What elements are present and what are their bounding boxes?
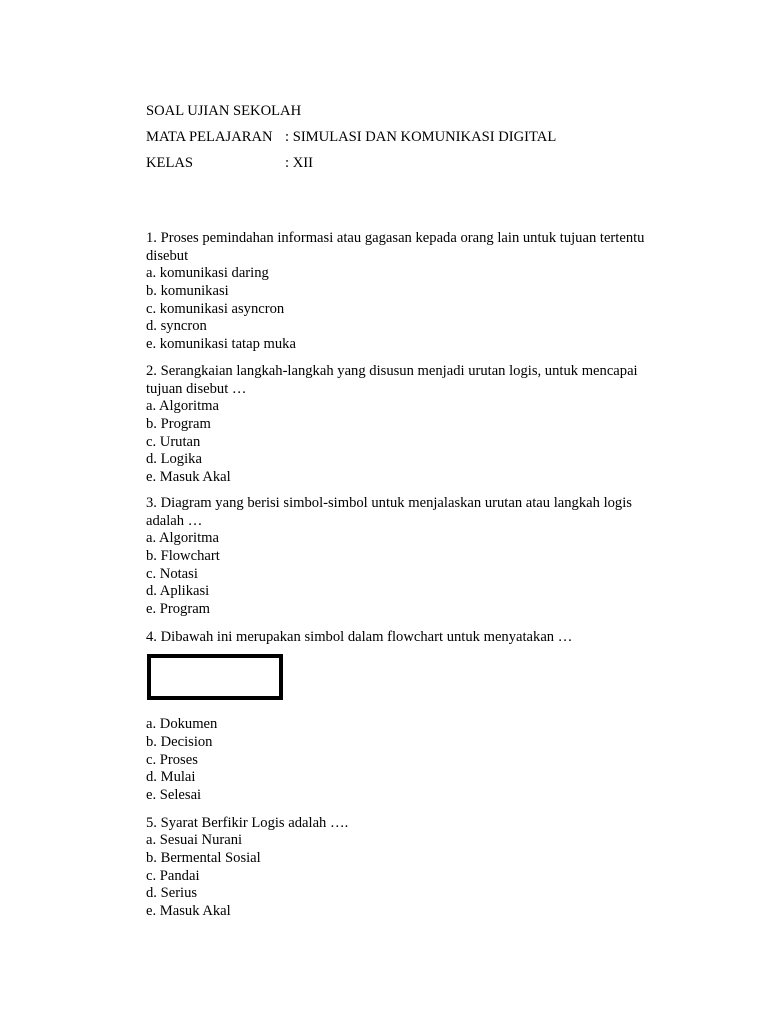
question-text: 5. Syarat Berfikir Logis adalah …. — [146, 815, 349, 831]
flowchart-process-symbol — [147, 654, 283, 700]
question-text: 2. Serangkaian langkah-langkah yang disusun menjadi urutan logis, untuk mencapai tujuan disebut … — [146, 363, 638, 397]
subject-label: MATA PELAJARAN — [146, 129, 273, 145]
option-e: e. Program — [146, 601, 211, 618]
class-label: KELAS — [146, 155, 194, 171]
question-2 — [146, 362, 646, 487]
question-text: 3. Diagram yang berisi simbol-simbol untuk menjalaskan urutan atau langkah logis adalah … — [146, 495, 632, 529]
exam-title: SOAL UJIAN SEKOLAH — [146, 103, 302, 119]
question-4-text: 4. Dibawah ini merupakan simbol dalam flowchart untuk menyatakan … — [146, 629, 573, 645]
option-b: b. Decision — [146, 733, 213, 750]
option-c: c. Urutan — [146, 433, 201, 450]
question-3 — [146, 494, 646, 619]
option-e: e. komunikasi tatap muka — [146, 336, 296, 353]
option-b: b. Flowchart — [146, 547, 220, 564]
option-c: c. Proses — [146, 751, 198, 768]
option-a: a. komunikasi daring — [146, 265, 269, 281]
option-c: c. Pandai — [146, 867, 200, 884]
subject-value: : SIMULASI DAN KOMUNIKASI DIGITAL — [285, 129, 557, 145]
option-d: d. Mulai — [146, 769, 196, 786]
question-1 — [146, 229, 646, 354]
option-c: c. komunikasi asyncron — [146, 300, 285, 317]
option-a: a. Dokumen — [146, 716, 218, 732]
option-a: a. Algoritma — [146, 530, 219, 546]
question-4-options — [146, 716, 646, 805]
option-c: c. Notasi — [146, 565, 198, 582]
option-a: a. Sesuai Nurani — [146, 832, 243, 848]
option-e: e. Selesai — [146, 787, 202, 804]
option-d: d. Logika — [146, 451, 202, 468]
option-e: e. Masuk Akal — [146, 903, 231, 920]
option-e: e. Masuk Akal — [146, 469, 231, 486]
option-b: b. komunikasi — [146, 282, 229, 299]
option-b: b. Program — [146, 415, 211, 432]
option-d: d. syncron — [146, 318, 207, 335]
option-a: a. Algoritma — [146, 398, 219, 414]
option-d: d. Serius — [146, 885, 198, 902]
class-value: : XII — [285, 155, 313, 171]
option-d: d. Aplikasi — [146, 583, 210, 600]
question-5 — [146, 814, 646, 921]
option-b: b. Bermental Sosial — [146, 849, 261, 866]
question-text: 1. Proses pemindahan informasi atau gagasan kepada orang lain untuk tujuan tertentu disebut — [146, 230, 645, 264]
